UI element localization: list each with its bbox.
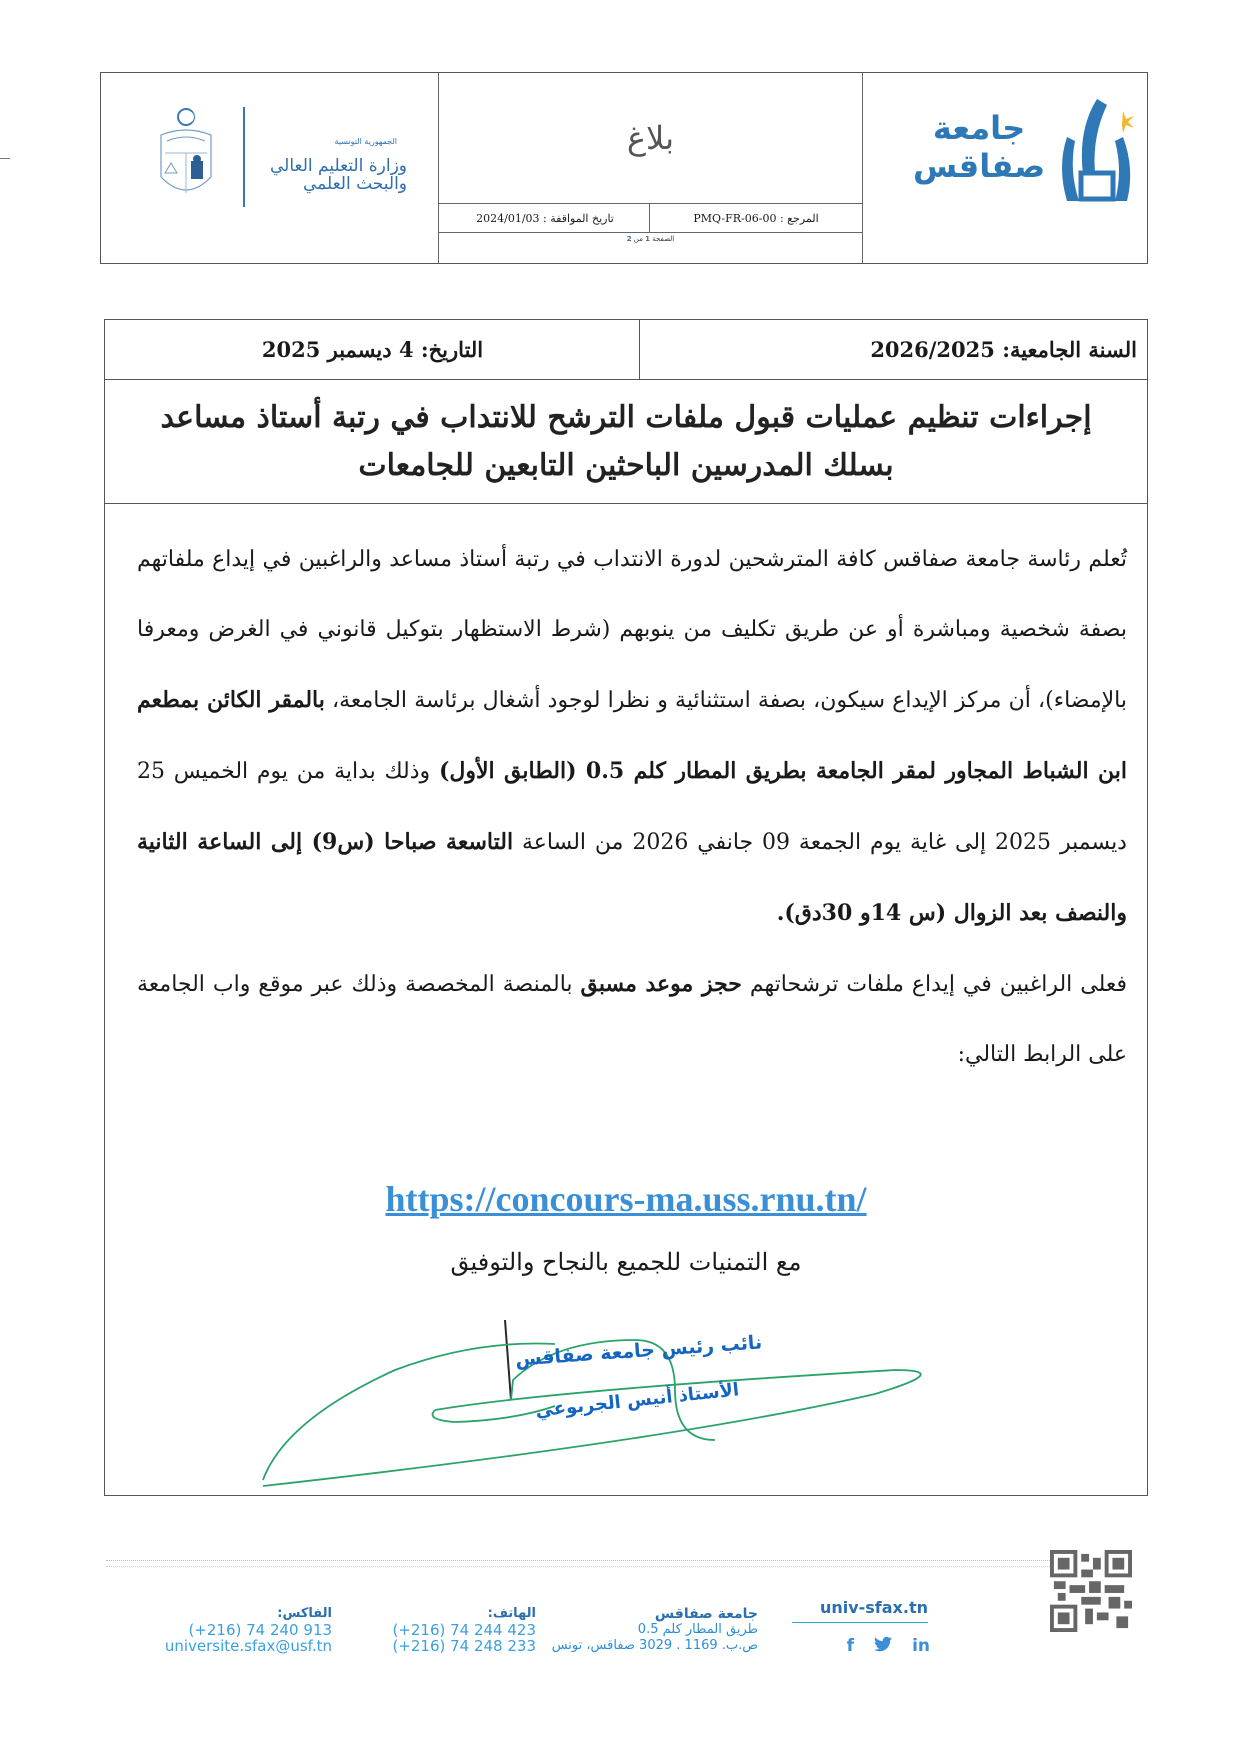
ministry-name-line2: والبحث العلمي (302, 174, 407, 194)
ministry-divider (243, 107, 245, 207)
paragraph-1 (137, 525, 1127, 949)
phone-number-1: (+216) 74 244 423 (392, 1621, 536, 1639)
doc-meta-row (439, 203, 862, 233)
email-address[interactable]: universite.sfax@usf.tn (164, 1637, 332, 1655)
fax-block (106, 1606, 332, 1654)
university-name (913, 109, 1045, 185)
p2-text-a: فعلى الراغبين في إيداع ملفات ترشحاتهم (741, 972, 1128, 997)
fax-number: (+216) 74 240 913 (188, 1621, 332, 1639)
p1-text-a: تُعلم رئاسة جامعة صفاقس كافة المترشحين لدورة الانتداب في رتبة أستاذ مساعد والراغبين في إيداع ملفاتهم بصفة شخصية ومباشرة أو عن طريق تكليف من ينوبهم (شرط الاستظهار بتوكيل قانوني في الغرض ومعرفا بالإمضاء)، أن مركز الإيداع سيكون، بصفة استثنائية و نظرا لوجود أشغال برئاسة الجامعة، (137, 547, 1128, 713)
page-indicator (439, 235, 862, 243)
ministry-name-line1: وزارة التعليم العالي (269, 156, 407, 176)
p1-hours-bold: التاسعة صباحا (س9) إلى الساعة الثانية والنصف بعد الزوال (س 14و 30دق). (137, 829, 1127, 926)
page-footer (100, 1550, 1180, 1670)
p1-text-c: وذلك بداية من يوم الخميس 25 ديسمبر 2025 إلى غاية يوم الجمعة 09 جانفي 2026 من الساعة (137, 759, 1127, 855)
p2-text-c: بالمنصة المخصصة وذلك عبر موقع واب الجامعة على الرابط التالي: (137, 972, 1127, 1067)
p2-appointment-bold: حجز موعد مسبق (580, 971, 742, 997)
announcement-body (104, 319, 1148, 1496)
document-header (100, 72, 1148, 264)
university-name-line2: صفاقس (913, 147, 1046, 185)
page-current: 1 (645, 235, 651, 243)
linkedin-icon[interactable]: in (912, 1636, 930, 1656)
qr-code-icon (1050, 1550, 1132, 1632)
phone-number-2: (+216) 74 248 233 (392, 1637, 536, 1655)
announcement-subject: إجراءات تنظيم عمليات قبول ملفات الترشح للانتداب في رتبة أستاذ مساعد بسلك المدرسين الباحثين التابعين للجامعات (105, 380, 1147, 504)
address-title: جامعة صفاقس (654, 1606, 758, 1622)
address-block (540, 1606, 758, 1654)
scan-edge-mark (0, 158, 10, 159)
doc-meta-cell (439, 73, 863, 263)
ministry-block (131, 107, 421, 227)
info-row (105, 320, 1147, 380)
address-line-1: طريق المطار كلم 0.5 (637, 1622, 758, 1637)
doc-type-title: بلاغ (626, 119, 675, 157)
facebook-icon[interactable]: f (846, 1636, 855, 1656)
ministry-cell (101, 73, 439, 263)
paragraph-2 (137, 949, 1127, 1090)
twitter-icon[interactable] (874, 1636, 892, 1657)
announcement-text (137, 525, 1127, 1090)
closing-wishes: مع التمنيات للجميع بالنجاح والتوفيق (450, 1248, 802, 1276)
fax-label: الفاكس: (277, 1606, 332, 1621)
p1-location-bold: بالمقر الكائن بمطعم ابن الشباط المجاور لمقر الجامعة بطريق المطار كلم 0.5 (الطابق الأول) (137, 687, 1128, 784)
phone-label: الهاتف: (487, 1606, 536, 1621)
footer-divider-2 (106, 1566, 1060, 1567)
address-line-2: ص.ب. 1169 . 3029 صفاقس، تونس (551, 1638, 758, 1653)
tunisia-coat-of-arms-icon (153, 107, 219, 205)
signatory-name: الأستاذ أنيس الجربوعي (534, 1379, 741, 1422)
approval-date: تاريخ المواقفة : 2024/01/03 (476, 211, 614, 225)
application-link[interactable]: https://concours-ma.uss.rnu.tn/ (385, 1179, 867, 1219)
page-label: الصفحة (652, 235, 675, 243)
reference-code: المرجع : PMQ-FR-06-00 (649, 204, 862, 232)
signatory-title: نائب رئيس جامعة صفاقس (514, 1331, 763, 1371)
university-cell (863, 73, 1147, 263)
social-links (790, 1636, 930, 1657)
website-underline (792, 1622, 928, 1623)
website-link[interactable]: univ-sfax.tn (819, 1598, 928, 1617)
university-name-line1: جامعة (932, 109, 1026, 147)
link-wrapper (105, 1178, 1147, 1220)
university-logo-icon (1053, 97, 1143, 207)
academic-year: السنة الجامعية: 2026/2025 (639, 320, 1147, 379)
footer-divider (106, 1560, 1060, 1561)
page-total: 2 (626, 235, 632, 243)
republic-label: الجمهورية التونسية (334, 137, 397, 146)
ministry-name (270, 157, 407, 193)
phone-block (340, 1606, 536, 1654)
announcement-date: التاريخ: 4 ديسمبر 2025 (261, 337, 484, 362)
page-of-label: من (633, 235, 643, 243)
